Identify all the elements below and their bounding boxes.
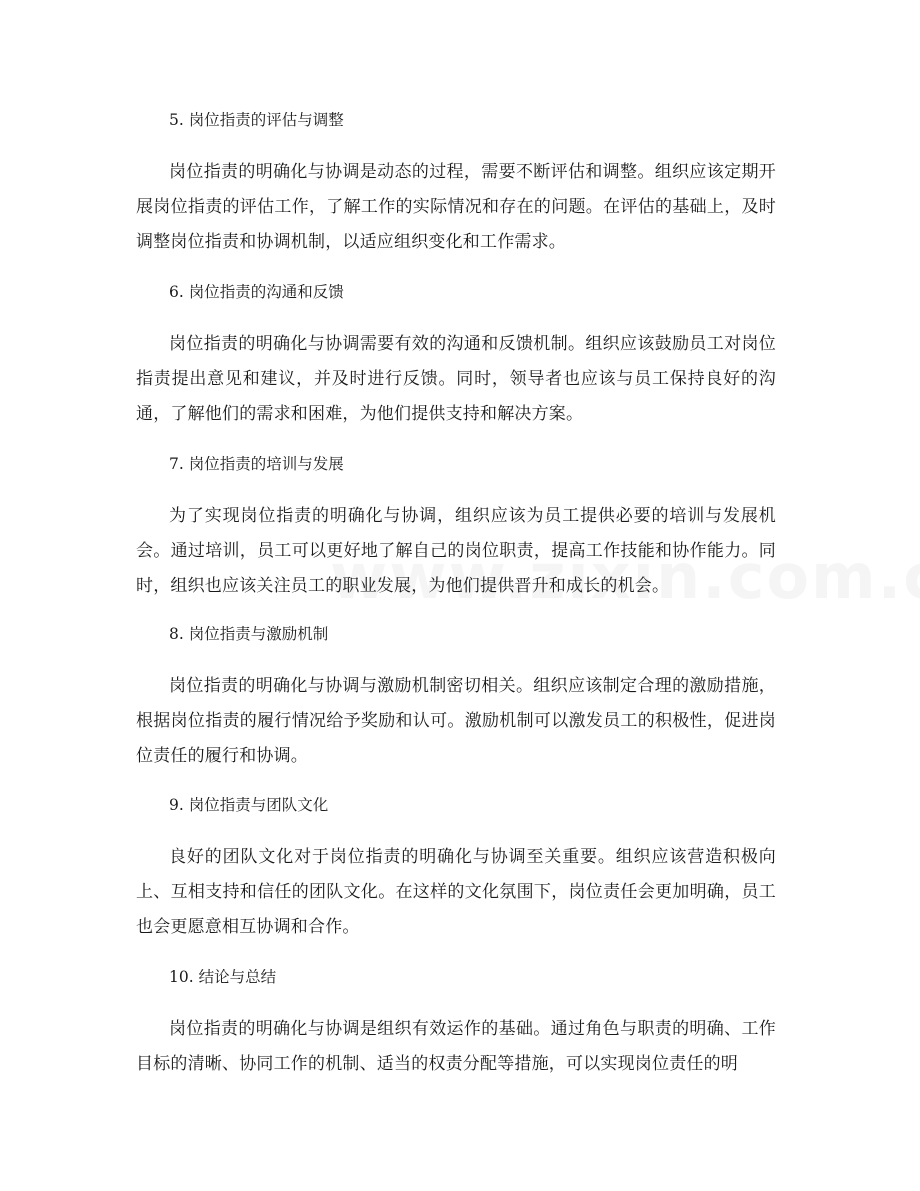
section-9	[136, 794, 776, 945]
section-heading: 10. 结论与总结	[169, 968, 277, 986]
section-paragraph: 岗位指责的明确化与协调是动态的过程，需要不断评估和调整。组织应该定期开展岗位指责的评估工作，了解工作的实际情况和存在的问题。在评估的基础上，及时调整岗位指责和协调机制，以适应组织变化和工作需求。	[136, 162, 776, 252]
section-paragraph: 岗位指责的明确化与协调是组织有效运作的基础。通过角色与职责的明确、工作目标的清晰、协同工作的机制、适当的权责分配等措施，可以实现岗位责任的明	[136, 1019, 776, 1074]
section-5	[136, 109, 776, 260]
section-heading: 7. 岗位指责的培训与发展	[169, 455, 344, 473]
section-8	[136, 623, 776, 774]
section-heading: 5. 岗位指责的评估与调整	[169, 111, 344, 129]
section-6	[136, 281, 776, 432]
section-paragraph: 为了实现岗位指责的明确化与协调，组织应该为员工提供必要的培训与发展机会。通过培训，员工可以更好地了解自己的岗位职责，提高工作技能和协作能力。同时，组织也应该关注员工的职业发展，为他们提供晋升和成长的机会。	[136, 506, 776, 596]
section-7	[136, 453, 776, 604]
section-paragraph: 良好的团队文化对于岗位指责的明确化与协调至关重要。组织应该营造积极向上、互相支持和信任的团队文化。在这样的文化氛围下，岗位责任会更加明确，员工也会更愿意相互协调和合作。	[136, 847, 776, 937]
section-paragraph: 岗位指责的明确化与协调与激励机制密切相关。组织应该制定合理的激励措施，根据岗位指责的履行情况给予奖励和认可。激励机制可以激发员工的积极性，促进岗位责任的履行和协调。	[136, 676, 776, 766]
section-heading: 9. 岗位指责与团队文化	[169, 796, 329, 814]
section-10	[136, 966, 776, 1082]
section-heading: 8. 岗位指责与激励机制	[169, 625, 329, 643]
section-paragraph: 岗位指责的明确化与协调需要有效的沟通和反馈机制。组织应该鼓励员工对岗位指责提出意见和建议，并及时进行反馈。同时，领导者也应该与员工保持良好的沟通，了解他们的需求和困难，为他们提供支持和解决方案。	[136, 334, 776, 424]
section-heading: 6. 岗位指责的沟通和反馈	[169, 283, 344, 301]
